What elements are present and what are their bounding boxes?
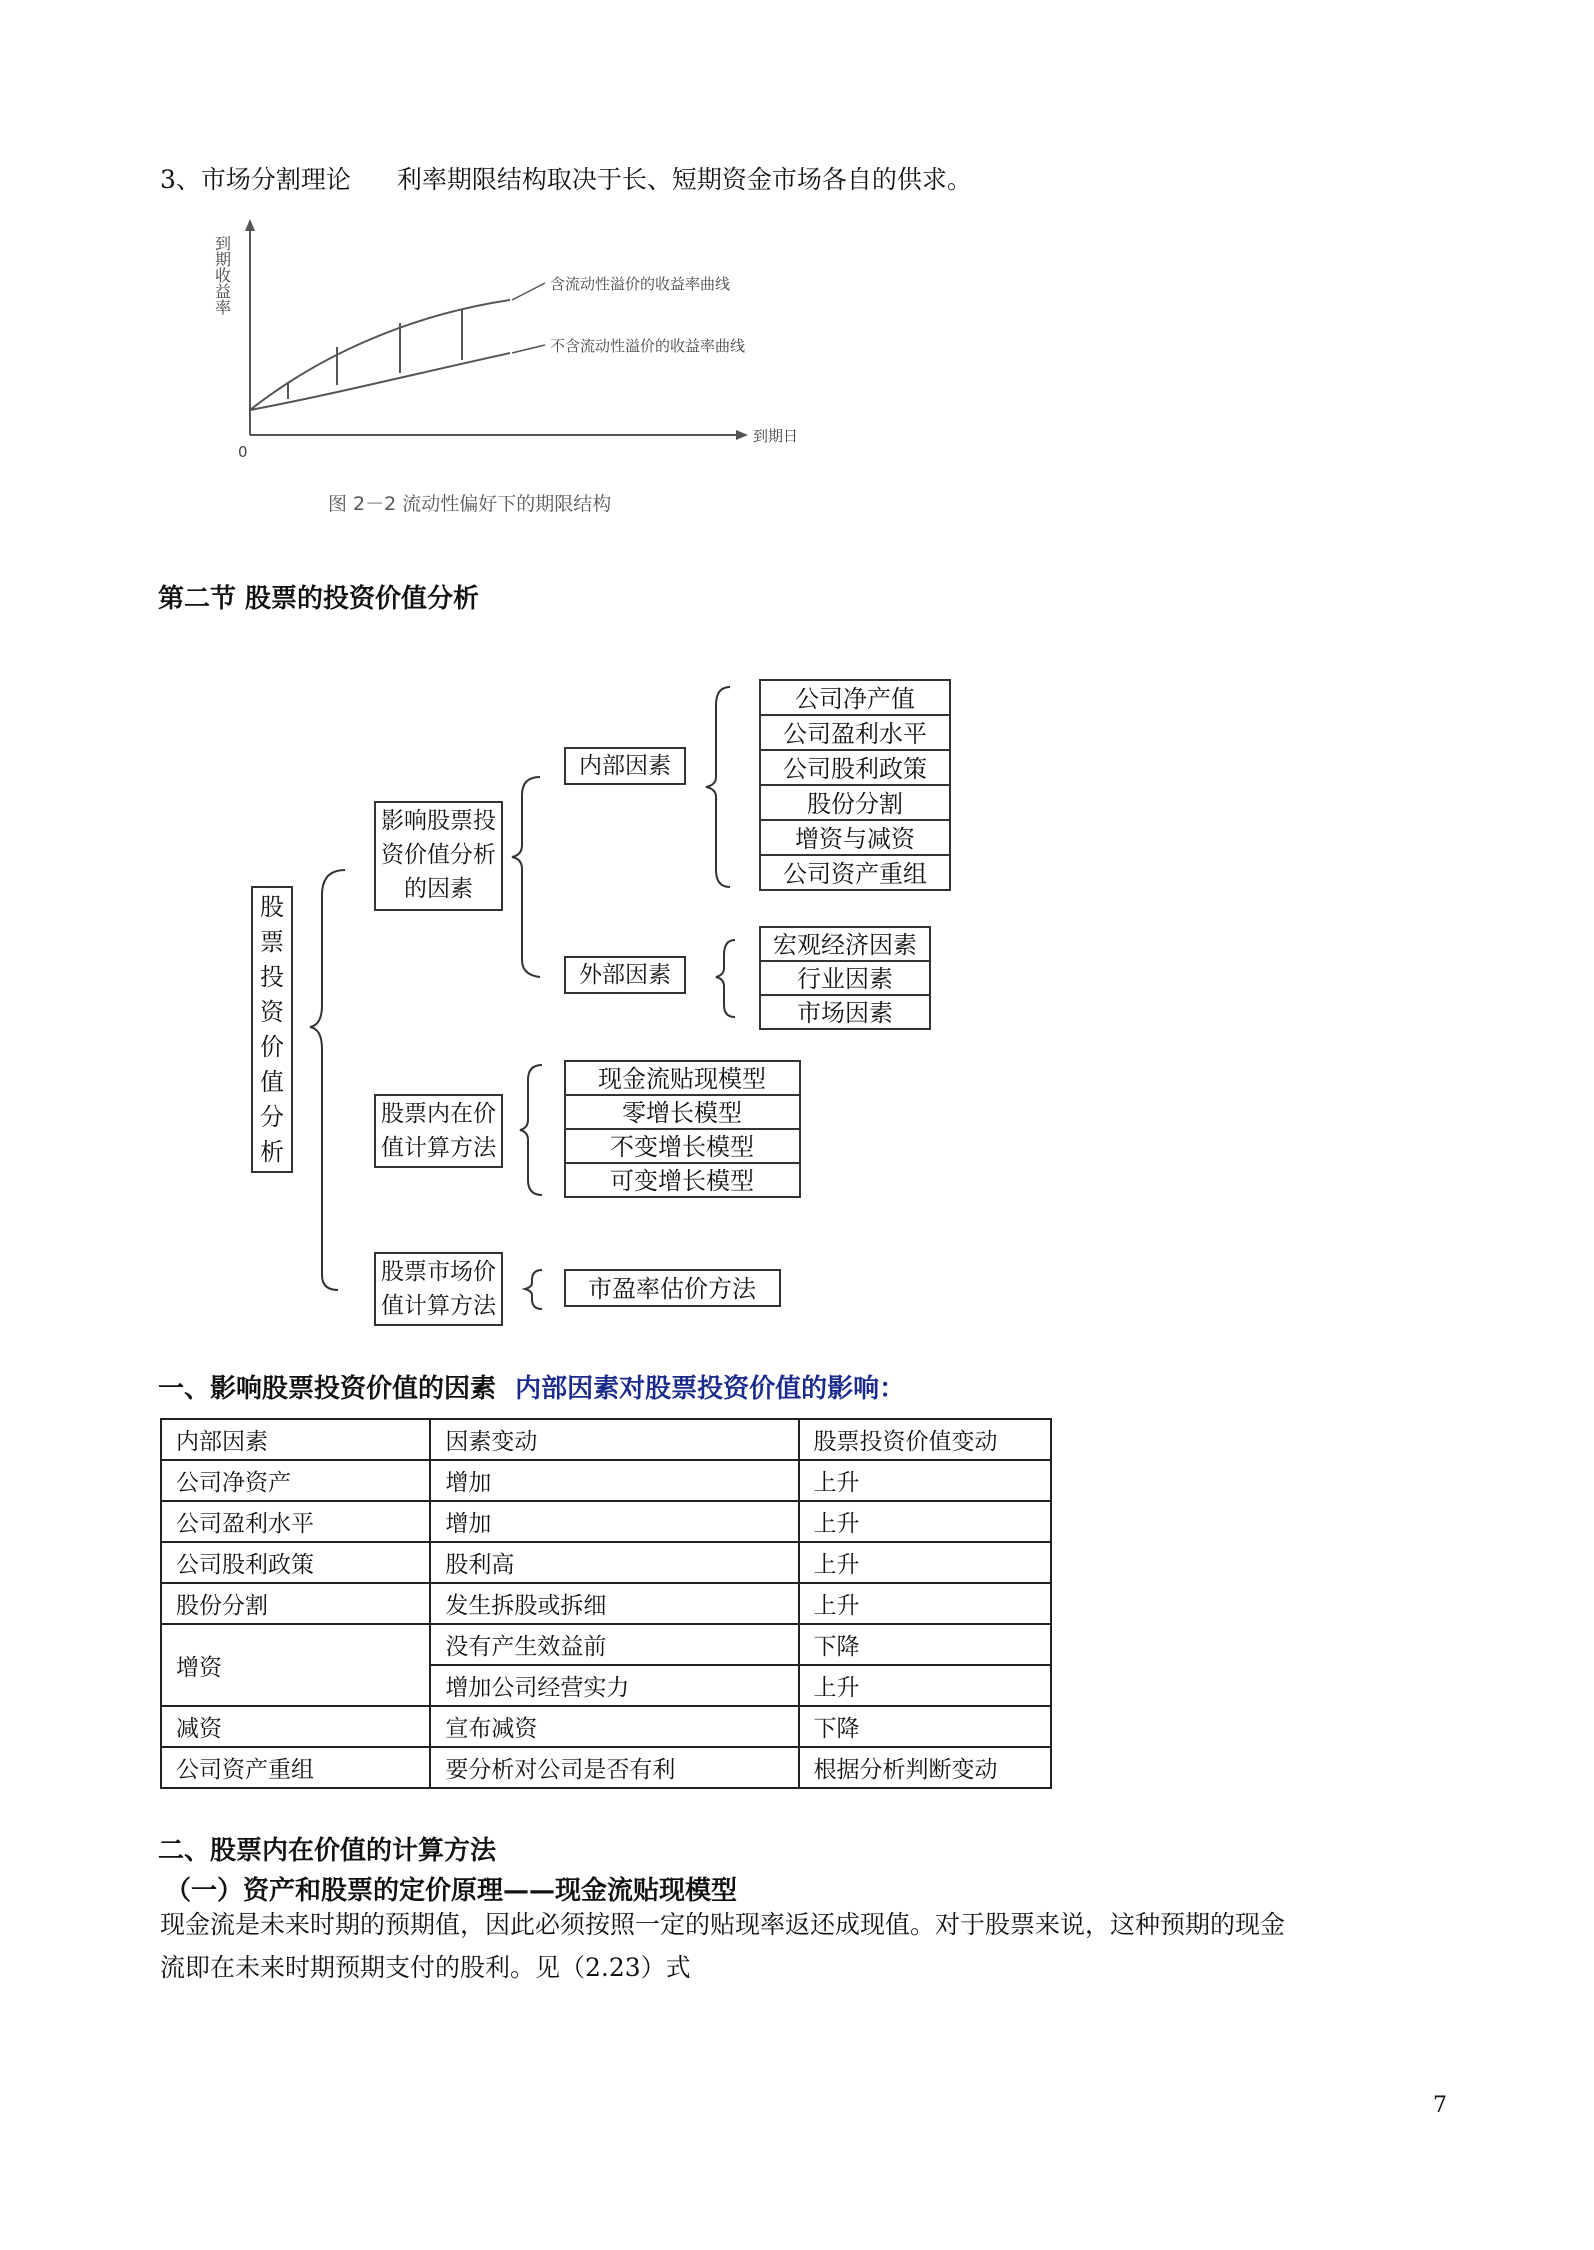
table-row <box>161 1501 1051 1542</box>
table-cell: 没有产生效益前 <box>430 1624 798 1665</box>
y-axis-label <box>213 235 232 315</box>
heading-black: 一、影响股票投资价值的因素 <box>158 1374 497 1404</box>
table-cell: 增加 <box>430 1460 798 1501</box>
table-cell: 下降 <box>799 1624 1051 1665</box>
table-cell: 上升 <box>799 1583 1051 1624</box>
table-row <box>161 1460 1051 1501</box>
internal-item: 公司盈利水平 <box>783 720 927 748</box>
internal-item: 增资与减资 <box>795 825 915 853</box>
table-cell: 增资 <box>161 1624 430 1706</box>
external-item: 行业因素 <box>797 965 893 993</box>
paragraph-line: 流即在未来时期预期支付的股利。见（2.23）式 <box>160 1953 691 1982</box>
method-item: 不变增长模型 <box>610 1133 754 1161</box>
table-cell: 上升 <box>799 1460 1051 1501</box>
table-cell: 增加公司经营实力 <box>430 1665 798 1706</box>
method-item: 零增长模型 <box>622 1099 742 1127</box>
intro-line <box>160 160 972 200</box>
table-cell: 上升 <box>799 1665 1051 1706</box>
root-label: 股票投资价值分析 <box>260 893 284 1166</box>
table-cell: 公司资产重组 <box>161 1747 430 1788</box>
figure-caption: 图 2－2 流动性偏好下的期限结构 <box>328 493 612 515</box>
table-cell: 上升 <box>799 1501 1051 1542</box>
table-cell: 公司股利政策 <box>161 1542 430 1583</box>
table-row <box>161 1583 1051 1624</box>
section-title: 第二节 股票的投资价值分析 <box>158 584 480 614</box>
table-cell: 发生拆股或拆细 <box>430 1583 798 1624</box>
method-item: 现金流贴现模型 <box>598 1065 766 1093</box>
table-header: 股票投资价值变动 <box>799 1419 1051 1460</box>
table-header: 因素变动 <box>430 1419 798 1460</box>
intro-prefix: 3、市场分割理论 <box>160 165 351 194</box>
table-row <box>161 1542 1051 1583</box>
external-item: 市场因素 <box>797 999 893 1027</box>
branch1-label: 影响股票投资价值分析的因素 <box>381 808 496 902</box>
svg-text:到期收益率: 到期收益率 <box>212 235 232 315</box>
internal-item: 公司资产重组 <box>783 860 927 888</box>
table-cell: 股份分割 <box>161 1583 430 1624</box>
table-header: 内部因素 <box>161 1419 430 1460</box>
external-label: 外部因素 <box>579 962 671 988</box>
x-axis-label: 到期日 <box>753 427 799 445</box>
table-row <box>161 1624 1051 1665</box>
table-cell: 要分析对公司是否有利 <box>430 1747 798 1788</box>
intro-text: 利率期限结构取决于长、短期资金市场各自的供求。 <box>396 165 972 194</box>
table-cell: 减资 <box>161 1706 430 1747</box>
internal-item: 公司股利政策 <box>783 755 927 783</box>
table-cell: 上升 <box>799 1542 1051 1583</box>
heading-blue: 内部因素对股票投资价值的影响： <box>515 1374 906 1404</box>
curve-upper-label: 含流动性溢价的收益率曲线 <box>550 275 731 293</box>
table-header-row <box>161 1419 1051 1460</box>
heading-dcf-model: （一）资产和股票的定价原理——现金流贴现模型 <box>165 1876 738 1906</box>
internal-item: 公司净产值 <box>795 685 915 713</box>
heading-influence-factors <box>158 1368 905 1405</box>
table-cell: 增加 <box>430 1501 798 1542</box>
market-method-item: 市盈率估价方法 <box>588 1275 756 1303</box>
external-item: 宏观经济因素 <box>773 931 917 959</box>
curve-lower-label: 不含流动性溢价的收益率曲线 <box>550 337 746 355</box>
table-cell: 公司净资产 <box>161 1460 430 1501</box>
branch2-label: 股票内在价值计算方法 <box>381 1101 496 1161</box>
table-cell: 宣布减资 <box>430 1706 798 1747</box>
term-structure-figure <box>150 205 850 525</box>
heading-intrinsic-value: 二、股票内在价值的计算方法 <box>158 1836 497 1866</box>
origin-label: 0 <box>238 443 248 461</box>
branch3-label: 股票市场价值计算方法 <box>381 1259 496 1319</box>
table-row <box>161 1747 1051 1788</box>
page-number: 7 <box>1433 2093 1447 2118</box>
method-item: 可变增长模型 <box>610 1167 754 1195</box>
table-cell: 下降 <box>799 1706 1051 1747</box>
analysis-tree-diagram <box>230 665 990 1335</box>
paragraph-line: 现金流是未来时期的预期值，因此必须按照一定的贴现率返还成现值。对于股票来说，这种预期的现金 <box>160 1910 1286 1939</box>
internal-factors-table <box>160 1418 1052 1789</box>
internal-label: 内部因素 <box>579 753 671 779</box>
table-cell: 公司盈利水平 <box>161 1501 430 1542</box>
table-cell: 根据分析判断变动 <box>799 1747 1051 1788</box>
table-row <box>161 1706 1051 1747</box>
internal-item: 股份分割 <box>807 790 903 818</box>
table-cell: 股利高 <box>430 1542 798 1583</box>
